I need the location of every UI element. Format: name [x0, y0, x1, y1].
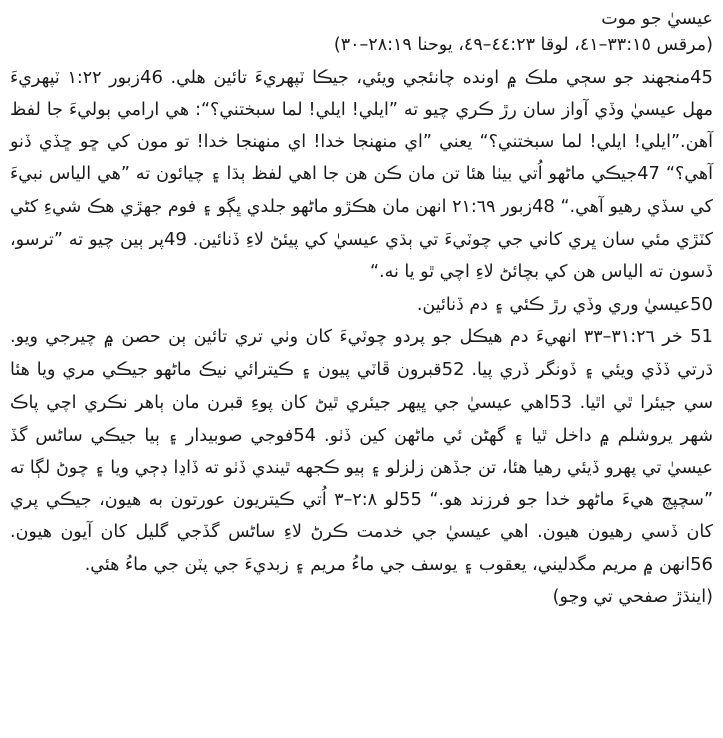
verse-number: 46: [140, 67, 163, 88]
verse-number: 55: [399, 489, 422, 511]
body-text: [10, 62, 713, 582]
verse-text: اهي عيسيٰ جي ڀيهر جيئري ٿيڻ کان پوءِ قبرن مان ٻاهر نڪري اچي پاڪ شهر يروشلم ۾ داخل ٿيا ۽ گهڻن ئي ماڻهن کين ڏٺو.: [10, 392, 714, 446]
verse-number: 53: [549, 391, 572, 413]
verse-text: عيسيٰ وري وڏي رڙ ڪئي ۽ دم ڏنائين.: [416, 294, 691, 315]
verse-number: 50: [690, 293, 713, 315]
verse-text: زبور ٢١:٦٩ انهن مان هڪڙو ماڻهو جلدي ڀڳو ۽ فوم جهڙي هڪ شيءِ کڻي کٽڙي مئي سان ڀري کاني جي چوٽيءَ تي ٻڌي عيسيٰ کي پيئڻ لاءِ ڏنائين.: [10, 197, 713, 250]
verse-number: 51: [690, 326, 713, 348]
verse-number: 49: [163, 228, 187, 250]
verse-text: انهن ۾ مريم مگدليني، يعقوب ۽ يوسف جي ماءُ مريم ۽ زبديءَ جي پٽن جي ماءُ هئي.: [84, 554, 691, 575]
verse-number: 56: [690, 553, 713, 575]
verse-number: 52: [441, 359, 465, 381]
paragraph: [10, 62, 713, 289]
verse-text: منجهند جو سڄي ملڪ ۾ اونده چانئجي ويئي، جيڪا ٽپهريءَ تائين هلي.: [162, 68, 691, 88]
paragraph: [10, 321, 713, 581]
verse-number: 54: [293, 424, 317, 446]
verse-text: پر ٻين چيو ته ”ترسو، ڏسون ته الياس هن کي بچائڻ لاءِ اچي ٿو يا نه.“: [10, 229, 713, 282]
verse-text: زبور ١:٢٢ ٽپهريءَ مهل عيسيٰ وڏي آواز سان رڙ ڪري چيو ته ”ايلي! ايلي! لما سبختني؟“: هي ارامي ٻوليءَ جا لفظ آهن.”ايلي! ايلي! لما سبختني؟“ يعني ”اي منهنجا خدا! اي منهنجا خدا! تو مون کي ڇو ڇڏي ڏنو آهي؟“: [10, 68, 713, 185]
verse-text: خر ٣١:٢٦–٣٣ انهيءَ دم هيڪل جو پردو چوٽيءَ کان وٺي تري تائين ٻن حصن ۾ چيرجي ويو. ڌرتي ڏڏي ويئي ۽ ڏونگر ڏري پيا.: [10, 327, 713, 381]
continue-note: (اينڌڙ صفحي تي وڃو): [552, 586, 713, 607]
verse-text: قبرون ڦاٽي پيون ۽ ڪيترائي نيڪ ماڻهو جيڪي مري ويا هئا سي جيئرا ٿي اٿيا.: [10, 360, 713, 413]
cross-references: (مرقس ٣٣:١٥–٤١، لوقا ٤٤:٢٣–٤٩، يوحنا ٢٨:١٩–٣٠): [333, 35, 713, 55]
section-title: عيسيٰ جو موت: [601, 9, 713, 29]
verse-number: 45: [690, 67, 713, 88]
verse-text: جيڪي ماڻهو اُتي بيٺا هئا تن مان ڪن هن جا اهي لفظ ٻڌا ۽ چيائون ته ”هي الياس نبيءَ کي سڏي رهيو آهي.“: [10, 164, 713, 218]
verse-number: 48: [531, 196, 555, 218]
verse-text: فوجي صوبيدار ۽ ٻيا جيڪي ساڻس گڏ عيسيٰ تي پهرو ڏيئي رهيا هئا، تن جڏهن زلزلو ۽ ٻيو ڪجهه ٿيندي ڏٺو ته ڏاڍا ڊڄي ويا ۽ چوڻ لڳا ته ”سچپچ هيءَ ماڻهو خدا جو فرزند هو.“: [10, 425, 714, 511]
verse-text: لو ٢:٨–٣ اُتي ڪيتريون عورتون به هيون، جيڪي پري کان ڏسي رهيون هيون. اهي عيسيٰ جي خدمت ڪرڻ لاءِ ساڻس گڏجي گليل کان آيون هيون.: [10, 490, 713, 543]
paragraph: [10, 289, 713, 322]
verse-number: 47: [637, 163, 660, 185]
